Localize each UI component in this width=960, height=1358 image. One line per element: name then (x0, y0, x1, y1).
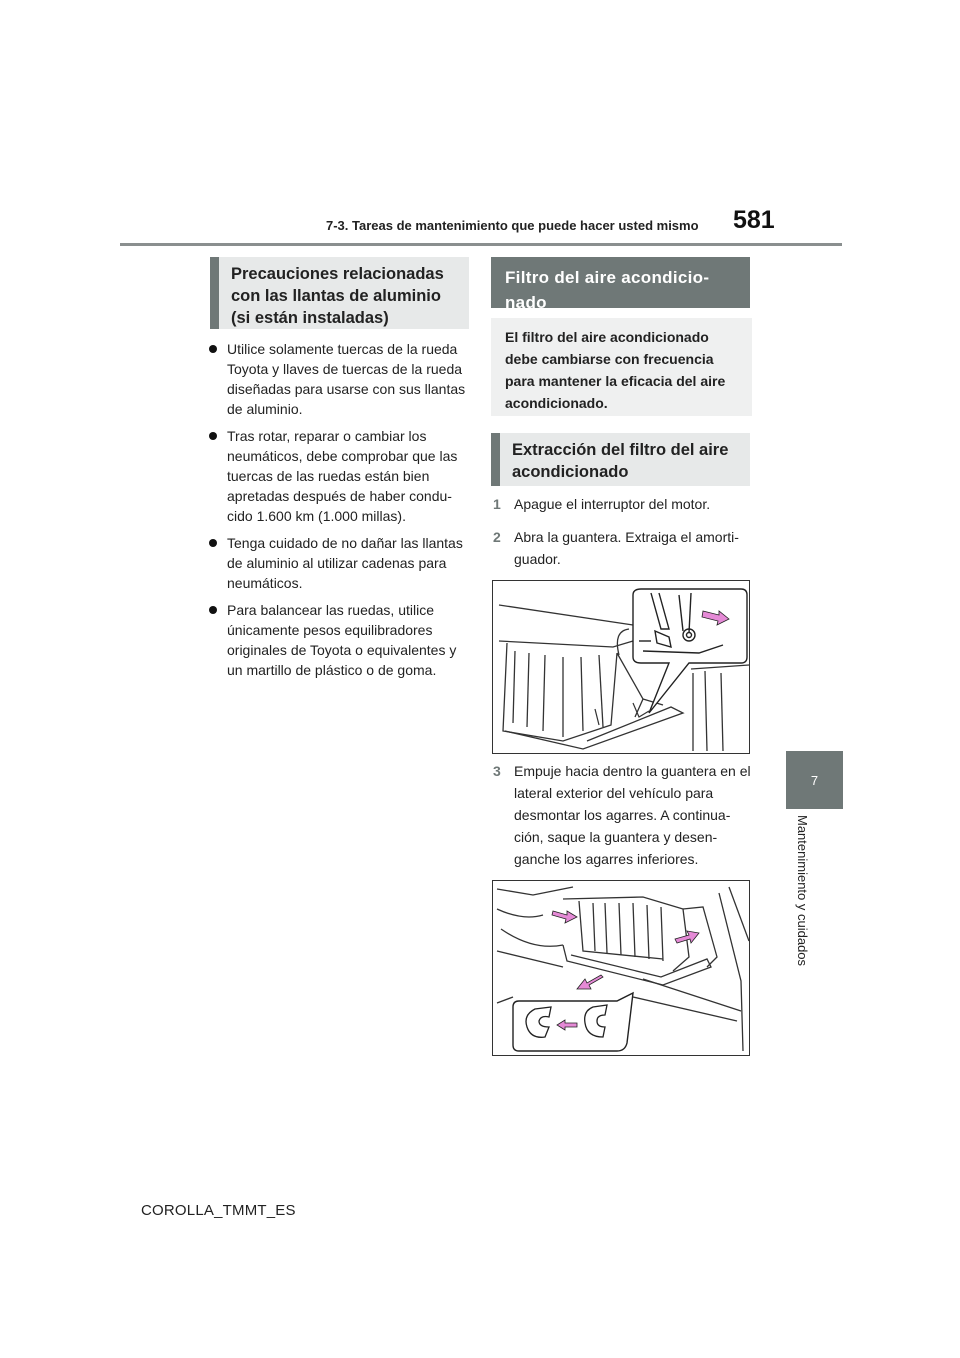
document-code: COROLLA_TMMT_ES (141, 1202, 296, 1219)
step-number: 2 (493, 529, 501, 545)
ac-filter-section-heading (491, 257, 750, 312)
glove-box-removal-drawing (493, 881, 749, 1055)
bullet-icon (209, 539, 217, 547)
bullet-icon (209, 432, 217, 440)
step-text: Empuje hacia dentro la guantera en el lateral exterior del vehículo para desmontar los agarres. A continuación, saque la guantera y desenganche los agarres inferiores. (514, 763, 751, 867)
alloy-wheels-caution-heading-text: Precauciones relacionadas con las llantas de aluminio (si están instaladas) (231, 265, 444, 327)
alloy-wheels-caution-heading (210, 257, 469, 329)
caution-bullet-list (209, 339, 471, 687)
bullet-icon (209, 606, 217, 614)
list-item-text: Tras rotar, reparar o cambiar los neumáticos, debe comprobar que las tuercas de las ruedas están bien apretadas después de haber conducido 1.600 km (1.000 millas). (227, 428, 458, 524)
push-arrow-icon (552, 911, 577, 923)
damper-removal-drawing (493, 581, 749, 753)
filter-removal-heading-text: Extracción del filtro del aire acondicionado (512, 441, 729, 481)
list-item (209, 339, 471, 419)
chapter-number: 7 (810, 772, 819, 788)
step-text: Apague el interruptor del motor. (514, 496, 711, 512)
bullet-icon (209, 345, 217, 353)
ac-filter-section-heading-text: Filtro del aire acondicionado (505, 268, 709, 312)
damper-removal-illustration (492, 580, 750, 754)
chapter-label (795, 815, 828, 985)
list-item (209, 426, 471, 526)
list-item-text: Utilice solamente tuercas de la rueda Toyota y llaves de tuercas de la rueda diseñadas para usarse con sus llantas de aluminio. (227, 341, 466, 417)
ac-filter-note (491, 318, 752, 416)
pull-out-arrow-icon (577, 975, 603, 989)
step-number: 1 (493, 496, 501, 512)
step-2 (493, 526, 755, 570)
list-item (209, 533, 471, 593)
chapter-label-text: Mantenimiento y cuidados (795, 815, 810, 967)
list-item-text: Tenga cuidado de no dañar las llantas de aluminio al utilizar cadenas para neumáticos. (227, 535, 463, 591)
header-divider (120, 243, 842, 246)
step-1 (493, 493, 755, 515)
ac-filter-note-text: El filtro del aire acondicionado debe cambiarse con frecuencia para mantener la eficacia del aire acondicionado. (505, 329, 726, 411)
filter-removal-heading (491, 433, 750, 486)
step-number: 3 (493, 763, 501, 779)
chapter-tab (786, 751, 843, 809)
page-number: 581 (733, 206, 775, 234)
step-text: Abra la guantera. Extraiga el amortiguador. (514, 529, 739, 567)
list-item (209, 600, 471, 680)
glove-box-removal-illustration (492, 880, 750, 1056)
step-3 (493, 760, 755, 870)
section-title: 7-3. Tareas de mantenimiento que puede hacer usted mismo (326, 218, 699, 233)
list-item-text: Para balancear las ruedas, utilice únicamente pesos equilibradores originales de Toyota o equivalentes y un martillo de plástico o de goma. (227, 602, 457, 678)
